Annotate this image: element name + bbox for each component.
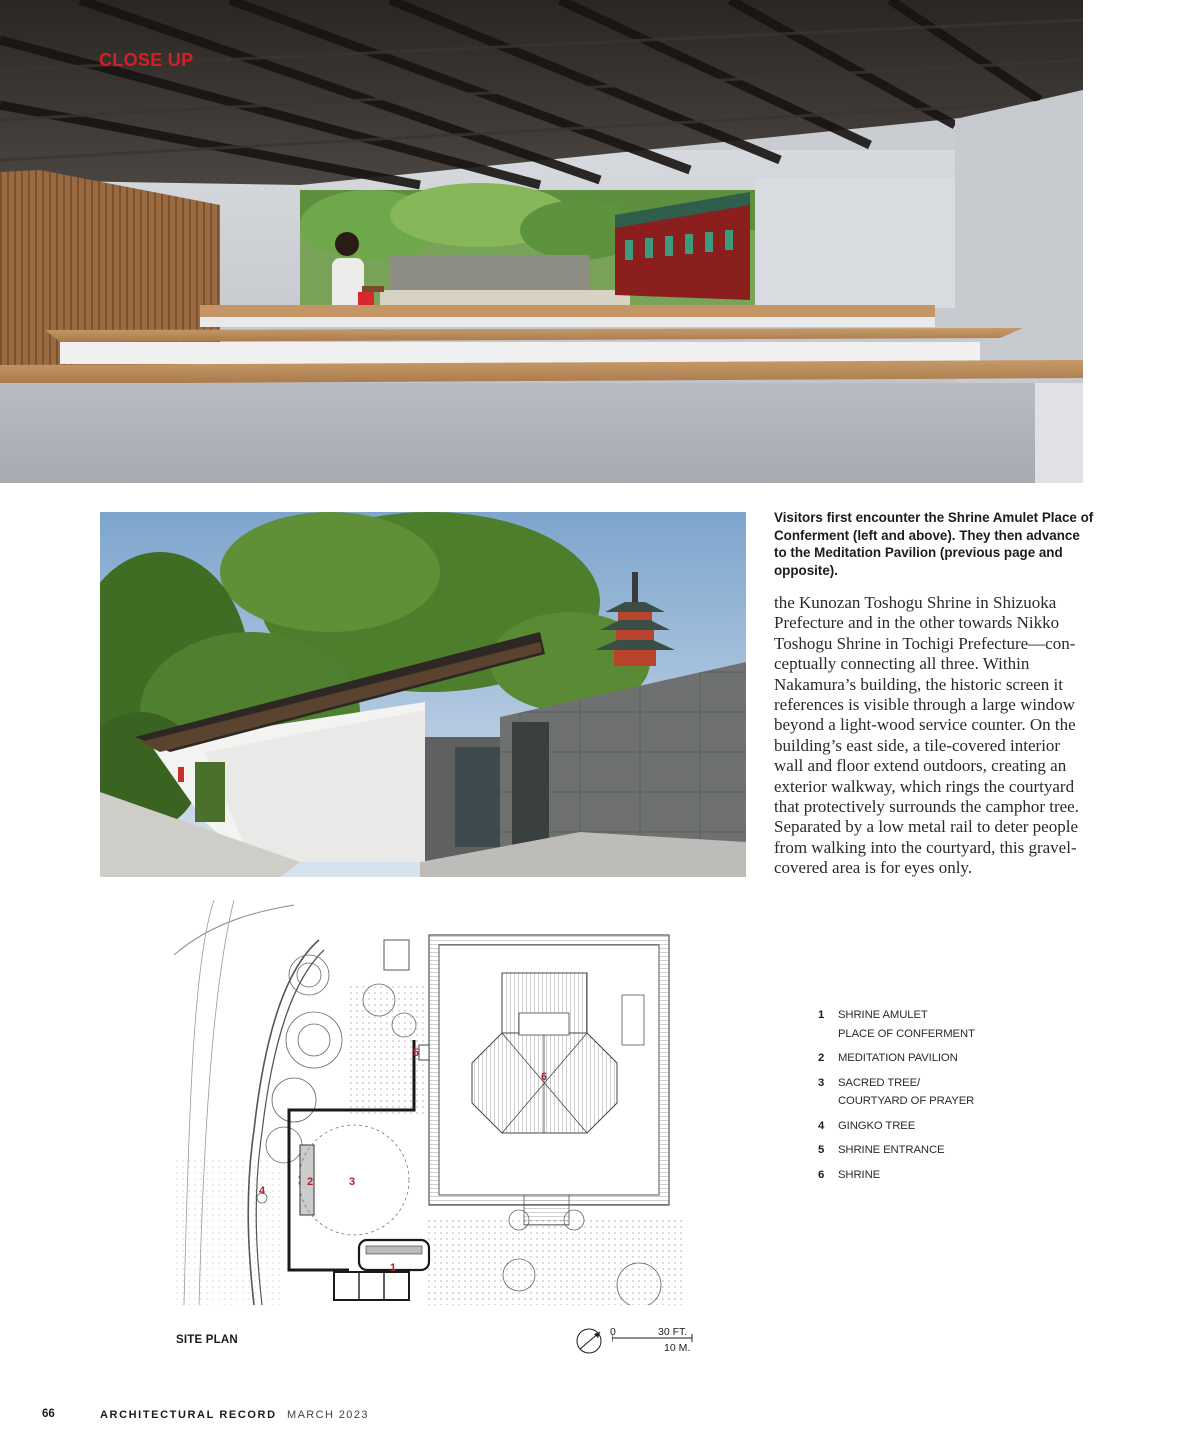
legend-label: MEDITATION PAVILION: [838, 1052, 958, 1064]
legend-item: [818, 1006, 1058, 1043]
plan-marker-1: 1: [389, 1262, 397, 1274]
page-number: 66: [42, 1408, 55, 1420]
legend-label: SHRINE ENTRANCE: [838, 1144, 945, 1156]
legend-label: GINGKO TREE: [838, 1119, 916, 1132]
plan-marker-6: 6: [540, 1071, 548, 1083]
hero-photo-illustration: [0, 0, 1083, 483]
legend-item: [818, 1049, 1058, 1068]
section-label: CLOSE UP: [99, 50, 194, 70]
legend-number: 6: [818, 1168, 825, 1181]
site-plan-title: SITE PLAN: [176, 1334, 238, 1346]
north-arrow-icon: [574, 1322, 614, 1360]
legend-label: SACRED TREE/ COURTYARD OF PRAYER: [838, 1076, 975, 1107]
exterior-photo-illustration: [100, 512, 746, 877]
issue-date: MARCH 2023: [287, 1409, 369, 1421]
legend-number: 5: [818, 1144, 825, 1156]
scale-bar: [574, 1322, 699, 1360]
scale-lines: [612, 1322, 702, 1360]
photo-caption: Visitors first encounter the Shrine Amulet Place of Conferment (left and above). They then advance to the Meditation Pavilion (previous page and opposite).: [774, 510, 1094, 578]
plan-marker-2: 2: [306, 1176, 314, 1188]
legend-number: 1: [818, 1009, 825, 1021]
plan-marker-3: 3: [348, 1176, 356, 1188]
site-plan-legend: [818, 1006, 1058, 1190]
legend-number: 3: [818, 1076, 825, 1089]
magazine-name: ARCHITECTURAL RECORD: [100, 1409, 277, 1421]
body-text: the Kunozan Toshogu Shrine in Shizuoka Prefecture and in the other towards Nikko Toshogu Shrine in Tochigi Prefecture—conceptually connecting all three. Within Nakamura’s building, the historic screen it references is visible through a large window beyond a light-wood service counter. On the building’s east side, a tile-covered interior wall and floor extend outdoors, creating an exterior walkway, which rings the courtyard that protectively surrounds the camphor tree. Separated by a low metal rail to deter people from walking into the courtyard, this gravel-covered area is for eyes only.: [774, 593, 1079, 878]
legend-item: [818, 1117, 1058, 1136]
legend-label: SHRINE: [838, 1168, 881, 1181]
legend-item: [818, 1166, 1058, 1185]
legend-item: [818, 1074, 1058, 1111]
scale-feet: 30 FT.: [658, 1326, 688, 1338]
scale-meters: 10 M.: [664, 1342, 691, 1354]
scale-zero: 0: [610, 1326, 616, 1338]
hero-photo-interior: [0, 0, 1083, 483]
site-plan-drawing: [174, 900, 694, 1305]
legend-label: SHRINE AMULET PLACE OF CONFERMENT: [838, 1009, 975, 1040]
plan-marker-5: 5: [412, 1047, 420, 1059]
site-plan-illustration: [174, 900, 694, 1305]
exterior-photo: [100, 512, 746, 877]
legend-item: [818, 1141, 1058, 1160]
plan-marker-4: 4: [258, 1185, 266, 1197]
legend-number: 2: [818, 1052, 825, 1064]
legend-number: 4: [818, 1119, 825, 1132]
